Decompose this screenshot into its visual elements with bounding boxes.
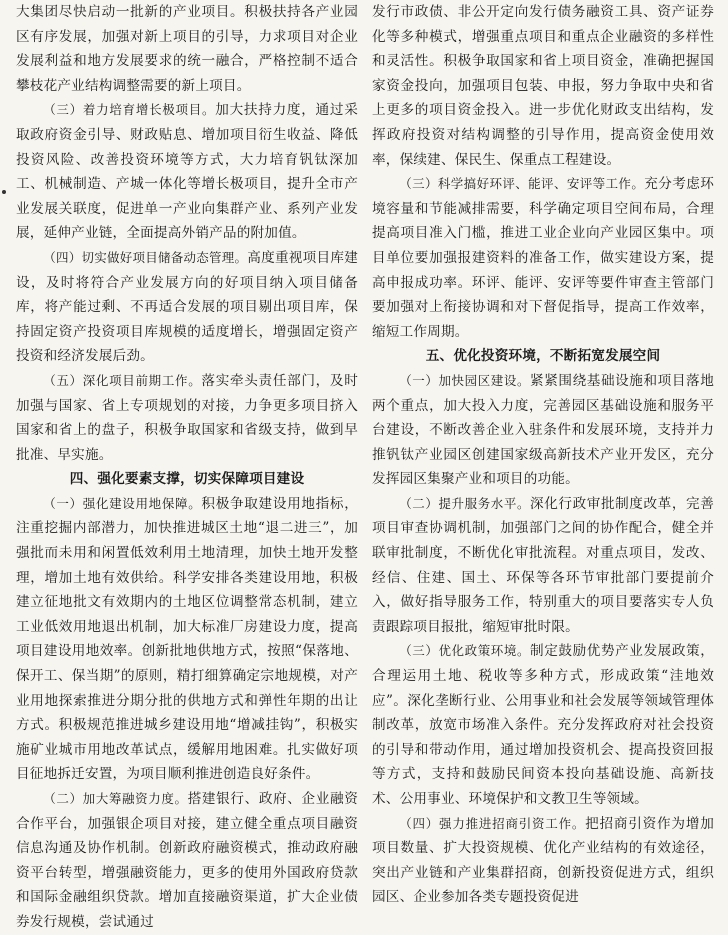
subheading: （二）加大筹融资力度。 [43,791,188,806]
subheading: （四）强力推进招商引资工作。 [399,815,586,831]
subheading: （三）优化政策环境。 [399,643,531,659]
subheading: （二）提升服务水平。 [399,495,531,511]
paragraph: （二）提升服务水平。深化行政审批制度改革，完善项目审查协调机制，加强部门之间的协作配合，健全并联审批制度，不断优化审批流程。对重点项目，发改、经信、住建、国土、环保等各环节审批部门要提前介入，做好指导服务工作，特别重大的项目要落实专人负责跟踪项目报批，缩短审批时限。 [372,495,714,635]
paragraph: （五）深化项目前期工作。落实牵头责任部门，及时加强与国家、省上专项规划的对接，力争更多项目挤入国家和省上的盘子，积极争取国家和省级支持，做到早批准、早实施。 [16,372,359,463]
subheading: （一）强化建设用地保障。 [43,495,202,511]
paragraph: （一）加快园区建设。紧紧围绕基础设施和项目落地两个重点，加大投入力度，完善园区基础设施和服务平台建设，不断改善企业入驻条件和发展环境，支持并力推钒钛产业园区创建国家级高新技术产业开发区，充分发挥园区集聚产业和项目的功能。 [372,372,714,488]
paragraph: 发行市政债、非公开定向发行债务融资工具、资产证券化等多种模式，增强重点项目和重点企业融资的多样性和灵活性。积极争取国家和省上项目资金，准确把握国家资金投向，加强项目包装、申报，努力争取中央和省上更多的项目资金投入。进一步优化财政支出结构，发挥政府投资对结构调整的引导作用，提高资金使用效率，保续建、保民生、保重点工程建设。 [372,4,714,168]
paragraph: 大集团尽快启动一批新的产业项目。积极扶持各产业园区有序发展，加强对新上项目的引导，力求项目对企业发展利益和地方发展要求的统一融合，严格控制不适合攀枝花产业结构调整需要的新上项目。 [16,4,358,94]
subheading: （五）深化项目前期工作。 [43,372,202,388]
subheading: （四）切实做好项目储备动态管理。 [43,249,248,265]
left-column [16,0,358,935]
subheading: （一）加快园区建设。 [399,372,531,388]
paragraph: （四）强力推进招商引资工作。把招商引资作为增加项目数量、扩大投资规模、优化产业结构的有效途径，突出产业链和产业集群招商，创新投资促进方式，组织园区、企业参加各类专题投资促进 [372,815,714,906]
subheading: （三）着力培育增长极项目。 [43,102,216,118]
section-heading: 五、优化投资环境，不断拓宽发展空间 [425,348,661,365]
paragraph: （三）着力培育增长极项目。加大扶持力度，通过采取政府资金引导、财政贴息、增加项目衍生收益、降低投资风险、改善投资环境等方式，大力培育钒钛深加工、机械制造、产城一体化等增长极项目，提升全市产业发展关联度，促进单一产业向集群产业、系列产业发展，延伸产业链，全面提高外销产品的附加值。 [16,102,359,242]
section-heading: 四、强化要素支撑，切实保障项目建设 [69,471,305,488]
paragraph: （四）切实做好项目储备动态管理。高度重视项目库建设，及时将符合产业发展方向的好项目纳入项目储备库，将产能过剩、不再适合发展的项目剔出项目库，保持固定资产投资项目库规模的适度增长，增强固定资产投资和经济发展后劲。 [16,249,358,365]
paragraph: （三）科学搞好环评、能评、安评等工作。充分考虑环境容量和节能减排需要，科学确定项目空间布局，合理提高项目准入门槛，推进工业企业向产业园区集中。项目单位要加强报建资料的准备工作，做实建设方案，提高申报成功率。环评、能评、安评等要件审查主管部门要加强对上衔接协调和对下督促指导，提高工作效率，缩短工作周期。 [372,176,714,340]
paragraph: （二）加大筹融资力度。搭建银行、政府、企业融资合作平台，加强银企项目对接，建立健全重点项目融资信息沟通及协作机制。创新政府融资模式，推动政府融资平台转型，增强融资能力，更多的使用外国政府贷款和国际金融组织贷款。增加直接融资渠道，扩大企业债券发行规模，尝试通过 [16,791,359,930]
subheading: （三）科学搞好环评、能评、安评等工作。 [399,176,645,192]
paragraph: （一）强化建设用地保障。积极争取建设用地指标，注重挖掘内部潜力，加快推进城区土地“退二进三”，加强批而未用和闲置低效利用土地清理，加快土地开发整理，增加土地有效供给。科学安排各类建设用地，积极建立征地批文有效期内的土地区位调整常态机制，建立工业低效用地退出机制，加大标准厂房建设力度，提高项目建设用地效率。创新批地供地方式，按照“保落地、保开工、保当期”的原则，精打细算确定宗地规模，对产业用地探索推进分期分批的供地方式和弹性年期的出让方式。积极规范推进城乡建设用地“增减挂钩”，积极实施矿业城市用地改革试点，缓解用地困难。扎实做好项目征地拆迁安置，为项目顺利推进创造良好条件。 [16,495,359,783]
right-column [372,0,714,910]
paragraph: （三）优化政策环境。制定鼓励优势产业发展政策，合理运用土地、税收等多种方式，形成政策“洼地效应”。深化垄断行业、公用事业和社会发展等领域管理体制改革，放宽市场准入条件。充分发挥政府对社会投资的引导和带动作用，通过增加投资机会、提高投资回报等方式，支持和鼓励民间资本投向基础设施、高新技术、公用事业、环境保护和文教卫生等领域。 [372,643,714,807]
margin-mark [2,190,6,194]
